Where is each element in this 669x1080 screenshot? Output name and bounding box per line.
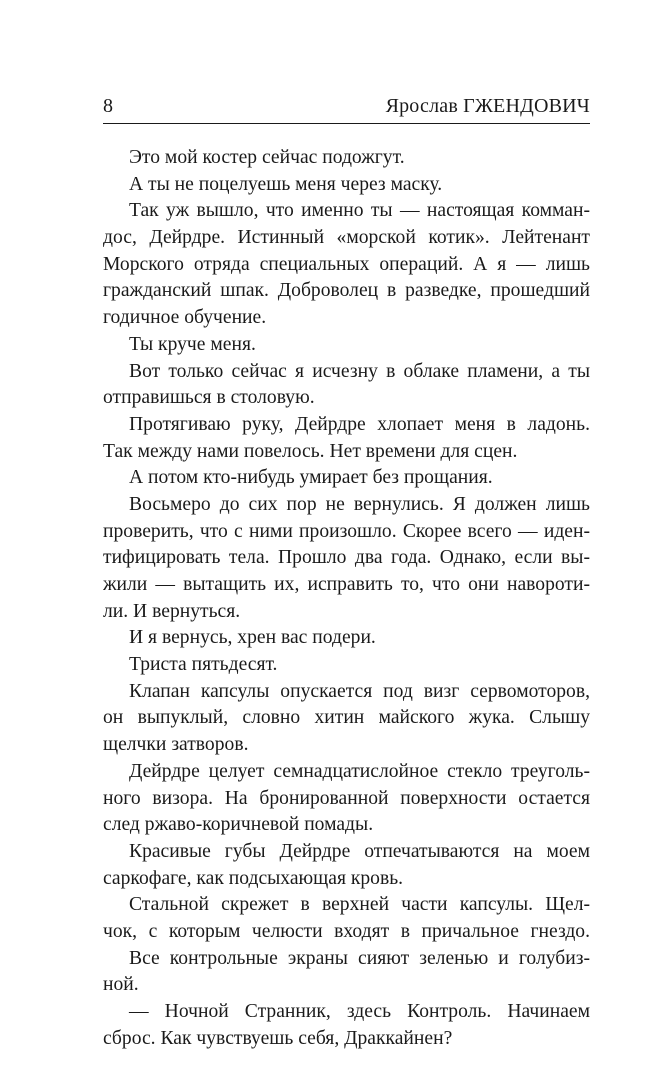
text-line: Все контрольные экраны сияют зеленью и голубиз- (129, 947, 590, 969)
text-line: ли. И вернуться. (103, 600, 241, 622)
text-line: след ржаво-коричневой помады. (103, 814, 374, 836)
text-line: он выпуклый, словно хитин майского жука. Слышу (103, 707, 590, 729)
text-line: Восьмеро до сих пор не вернулись. Я должен лишь (129, 493, 590, 515)
body-text (103, 145, 590, 1052)
text-line: Так между нами повелось. Нет времени для сцен. (103, 440, 518, 462)
text-line: А ты не поцелуешь меня через маску. (129, 173, 443, 195)
text-line: А потом кто-нибудь умирает без прощания. (129, 467, 493, 489)
text-line: Красивые губы Дейрдре отпечатываются на моем (129, 840, 590, 862)
text-line: сброс. Как чувствуешь себя, Драккайнен? (103, 1027, 453, 1049)
text-line: Стальной скрежет в верхней части капсулы. Щел- (129, 894, 590, 916)
text-line: Триста пятьдесят. (129, 654, 278, 676)
text-line: жили — вытащить их, исправить то, что они навороти- (103, 574, 590, 595)
text-line: отправишься в столовую. (103, 387, 315, 409)
running-header (103, 93, 590, 124)
text-line: ной. (103, 974, 139, 996)
text-line: Морского отряда специальных операций. А я — лишь (103, 253, 590, 275)
text-line: щелчки затворов. (103, 734, 249, 756)
text-line: саркофаге, как подсыхающая кровь. (103, 867, 404, 889)
text-line: Дейрдре целует семнадцатислойное стекло треуголь- (129, 760, 590, 782)
text-line: годичное обучение. (103, 307, 267, 329)
text-line: чок, с которым челюсти входят в причальное гнездо. (103, 920, 590, 942)
text-line: Вот только сейчас я исчезну в облаке пламени, а ты (129, 360, 590, 382)
text-line: Это мой костер сейчас подожгут. (129, 147, 405, 168)
text-line: дос, Дейрдре. Истинный «морской котик». Лейтенант (103, 227, 590, 249)
text-line: Ты круче меня. (129, 333, 256, 355)
page-number: 8 (103, 95, 113, 117)
text-line: Клапан капсулы опускается под визг сервомоторов, (129, 680, 590, 702)
text-line: — Ночной Странник, здесь Контроль. Начинаем (129, 1001, 590, 1022)
text-line: проверить, что с ними произошло. Скорее всего — иден- (103, 520, 590, 542)
text-line: Так уж вышло, что именно ты — настоящая комман- (129, 200, 590, 222)
text-line: гражданский шпак. Доброволец в разведке, прошедший (103, 280, 590, 302)
book-author: Ярослав ГЖЕНДОВИЧ (385, 95, 590, 117)
text-line: тифицировать тела. Прошло два года. Однако, если вы- (103, 547, 590, 569)
text-line: ного визора. На бронированной поверхности остается (103, 787, 590, 809)
text-line: Протягиваю руку, Дейрдре хлопает меня в ладонь. (129, 413, 590, 435)
text-line: И я вернусь, хрен вас подери. (129, 627, 376, 649)
